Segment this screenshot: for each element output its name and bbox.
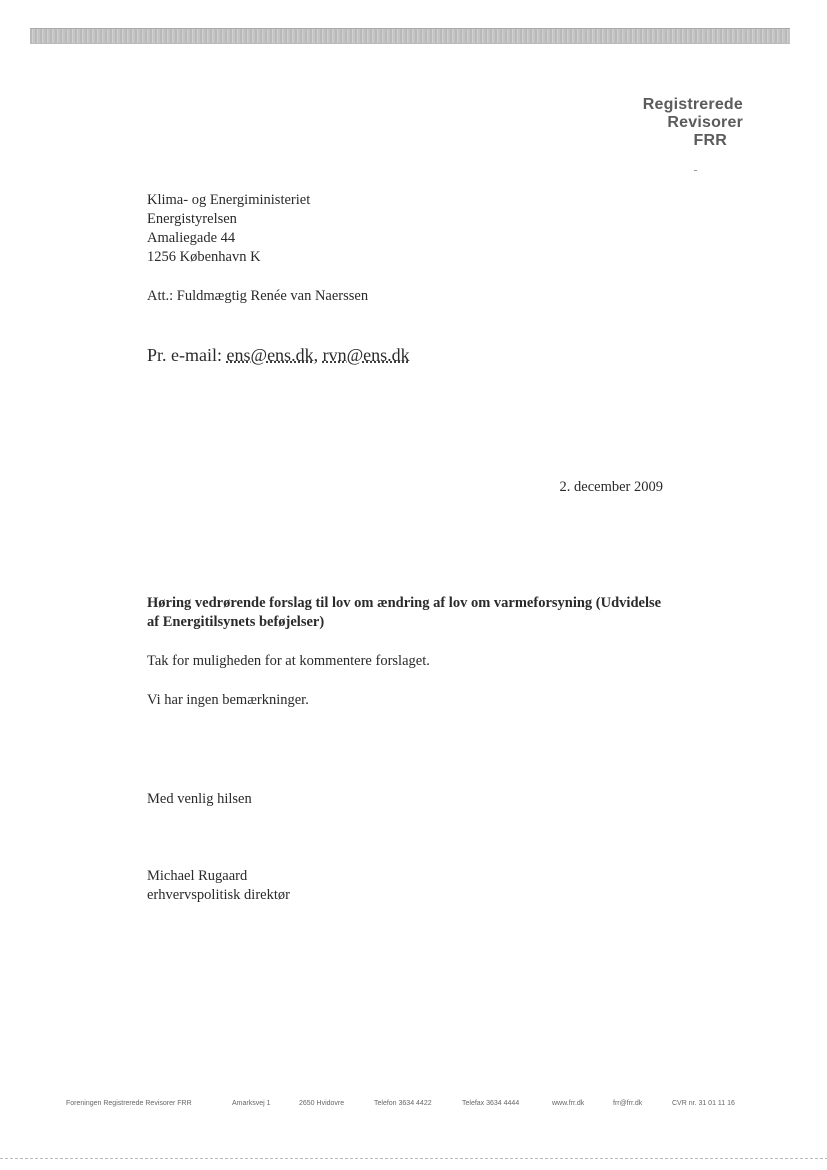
footer-web[interactable]: www.frr.dk	[552, 1100, 585, 1107]
footer-email[interactable]: frr@frr.dk	[613, 1100, 643, 1107]
body-paragraph-2: Vi har ingen bemærkninger.	[147, 692, 309, 708]
address-line-1: Klima- og Energiministeriet	[147, 192, 311, 208]
email-prefix: Pr. e-mail:	[147, 345, 227, 365]
recipient-address	[147, 191, 310, 267]
address-line-3: Amaliegade 44	[147, 230, 236, 246]
closing-salutation: Med venlig hilsen	[147, 791, 252, 807]
footer-street: Amarksvej 1	[232, 1100, 271, 1107]
email-line	[147, 344, 410, 366]
logo-line-2: Revisorer	[667, 114, 743, 131]
signature-block	[147, 867, 290, 905]
logo-mark-dot	[694, 170, 697, 171]
signer-name: Michael Rugaard	[147, 868, 248, 884]
scan-header-bar	[30, 28, 790, 44]
frr-logo	[643, 96, 743, 150]
footer-city: 2650 Hvidovre	[299, 1100, 345, 1107]
letter-footer	[66, 1097, 756, 1111]
signer-title: erhvervspolitisk direktør	[147, 887, 290, 903]
email-link-rvn[interactable]: rvn@ens.dk	[322, 345, 410, 365]
footer-phone: Telefon 3634 4422	[374, 1100, 432, 1107]
attention-line: Att.: Fuldmægtig Renée van Naerssen	[147, 288, 369, 304]
email-separator: ,	[313, 345, 323, 365]
scan-bottom-rule	[0, 1158, 827, 1159]
logo-line-3: FRR	[693, 132, 727, 149]
email-link-ens[interactable]: ens@ens.dk	[226, 345, 314, 365]
body-paragraph-1: Tak for muligheden for at kommentere forslaget.	[147, 653, 430, 669]
letter-date: 2. december 2009	[559, 479, 663, 495]
footer-cvr: CVR nr. 31 01 11 16	[672, 1100, 735, 1107]
logo-line-1: Registrerede	[642, 96, 743, 113]
footer-fax: Telefax 3634 4444	[462, 1100, 520, 1107]
address-line-4: 1256 København K	[147, 249, 261, 265]
address-line-2: Energistyrelsen	[147, 211, 237, 227]
footer-org: Foreningen Registrerede Revisorer FRR	[66, 1100, 192, 1107]
subject-heading: Høring vedrørende forslag til lov om ændring af lov om varmeforsyning (Udvidelse af Energitilsynets beføjelser)	[147, 595, 662, 630]
